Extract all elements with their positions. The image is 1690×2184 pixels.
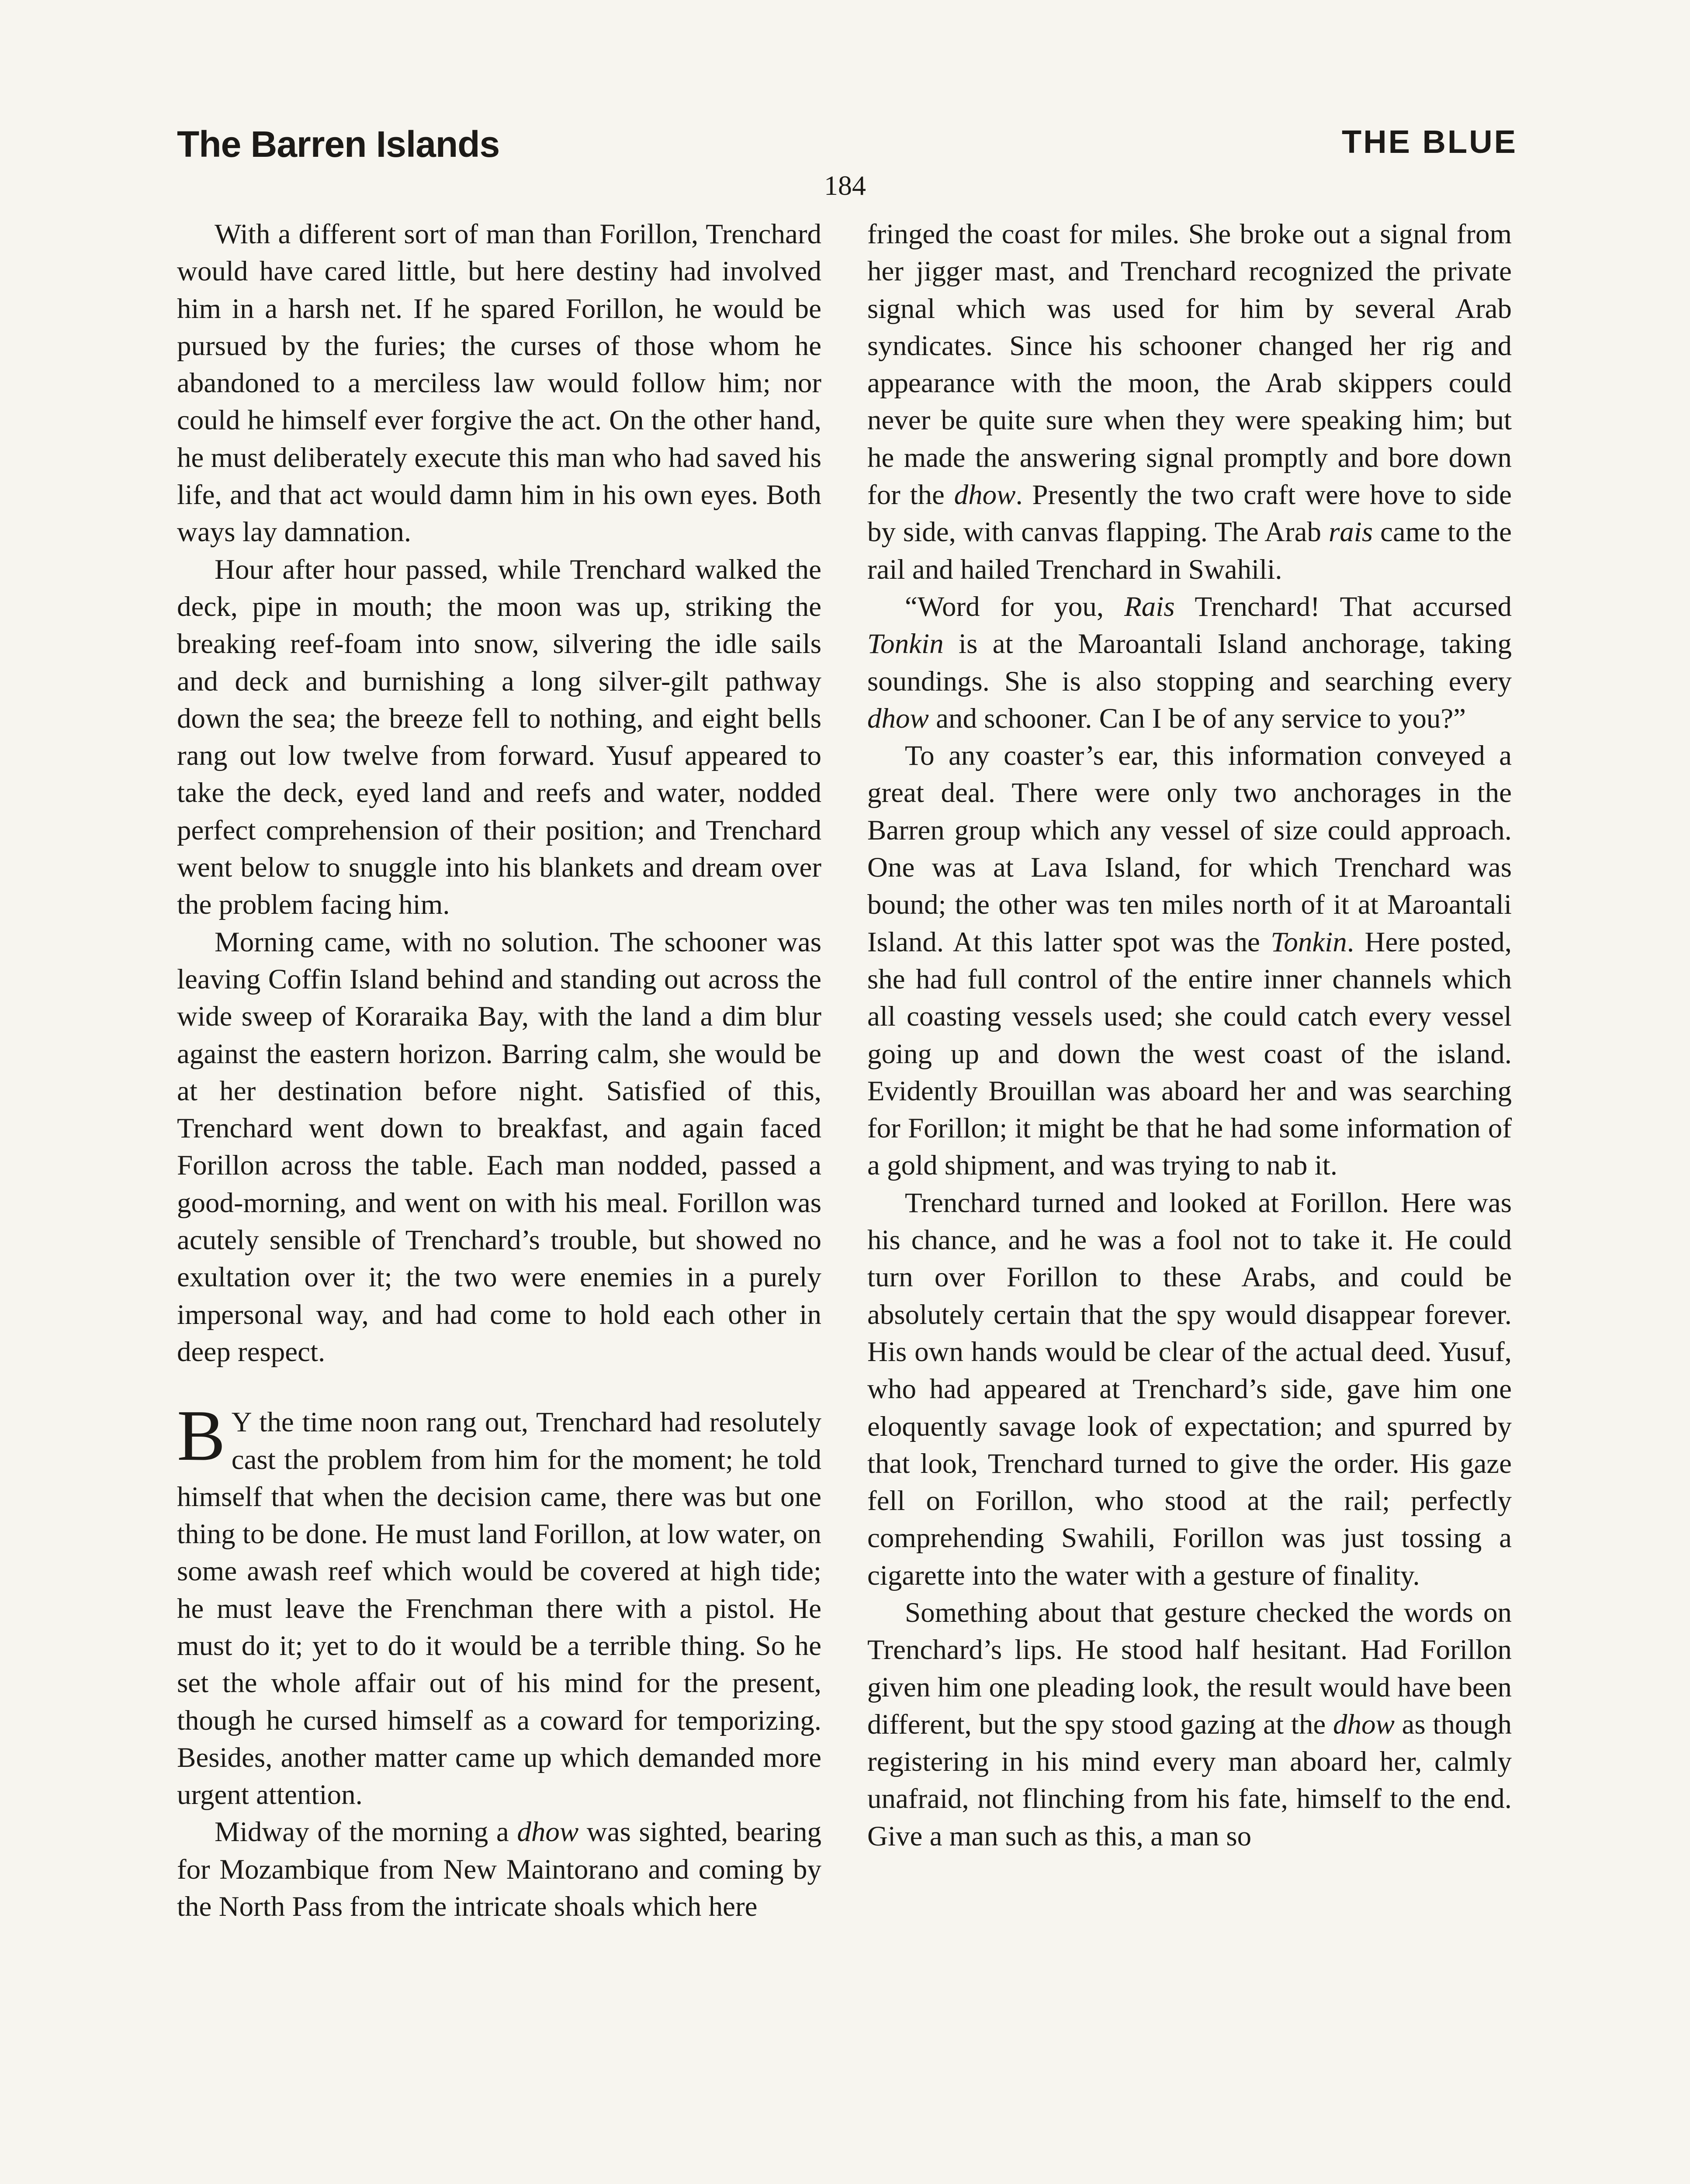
italic-word: Tonkin [1271,926,1347,958]
text-run: To any coaster’s ear, this information conveyed a great deal. There were only two anchorages in the Barren group which any vessel of size could approach. One was at Lava Island, for which Trenchard was bound; the other was ten miles north of it at Maroantali Island. At this latter spot was the [867,740,1512,958]
page-number: 184 [824,170,866,201]
italic-word: Rais [1124,591,1175,622]
text-run: Trenchard! That accursed [1174,591,1512,622]
italic-word: Tonkin [867,628,944,660]
text-run: came to the rail and hailed Trenchard in Swahili. [867,516,1512,585]
text-run: as though registering in his mind every man aboard her, calmly unafraid, not flinching from his fate, himself to the end. Give a man such as this, a man so [867,1708,1512,1852]
text-run: Midway of the morning a [215,1816,517,1848]
italic-word: rais [1328,516,1373,548]
paragraph: Hour after hour passed, while Trenchard walked the deck, pipe in mouth; the moon was up, striking the breaking reef-foam into snow, silvering the idle sails and deck and burnishing a long silver-gilt pathway down the sea; the breeze fell to nothing, and eight bells rang out low twelve from forward. Yusuf appeared to take the deck, eyed land and reefs and water, nodded perfect comprehension of their position; and Trenchard went below to snuggle into his blankets and dream over the problem facing him. [177,553,821,921]
italic-word: dhow [517,1816,579,1848]
italic-word: dhow [867,702,929,734]
text-run: “Word for you, [905,591,1125,622]
story-title: The Barren Islands [177,124,500,165]
paragraph-dropcap [177,1395,821,1814]
text-run: Something about that gesture checked the words on Trenchard’s lips. He stood half hesitant. Had Forillon given him one pleading look, the result would have been different, but the spy stood gazing at the [867,1597,1512,1740]
text-run: is at the Maroantali Island anchorage, taking soundings. She is also stopping and searching every [867,628,1512,697]
text-run: . Presently the two craft were hove to side by side, with canvas flapping. The Arab [867,479,1512,548]
paragraph [867,588,1512,737]
paragraph-continued [867,216,1512,588]
italic-word: dhow [1333,1708,1395,1740]
italic-word: dhow [954,479,1016,511]
drop-cap-letter: B [177,1395,225,1476]
paragraph: Trenchard turned and looked at Forillon. Here was his chance, and he was a fool not to take it. He could turn over Forillon to these Arabs, and could be absolutely certain that the spy would disappear forever. His own hands would be clear of the actual deed. Yusuf, who had appeared at Trenchard’s side, gave him one eloquently savage look of expectation; and spurred by that look, Trenchard turned to give the order. His gaze fell on Forillon, who stood at the rail; perfectly comprehending Swahili, Forillon was just tossing a cigarette into the water with a gesture of finality. [867,1187,1512,1591]
text-run: fringed the coast for miles. She broke out a signal from her jigger mast, and Trenchard recognized the private signal which was used for him by several Arab syndicates. Since his schooner changed her rig and appearance with the moon, the Arab skippers could never be quite sure when they were speaking him; but he made the answering signal promptly and bore down for the [867,218,1512,511]
paragraph [177,1814,821,1925]
paragraph [867,1594,1512,1855]
right-column [867,216,1512,2184]
paragraph: With a different sort of man than Forillon, Trenchard would have cared little, but here destiny had involved him in a harsh net. If he spared Forillon, he would be pursued by the furies; the curses of those whom he abandoned to a merciless law would follow him; nor could he himself ever forgive the act. On the other hand, he must deliberately execute this man who had saved his life, and that act would damn him in his own eyes. Both ways lay damnation. [177,218,821,548]
text-run: . Here posted, she had full control of the entire inner channels which all coasting vessels used; she could catch every vessel going up and down the west coast of the island. Evidently Brouillan was aboard her and was searching for Forillon; it might be that he had some information of a gold shipment, and was trying to nab it. [867,926,1512,1182]
paragraph-text: Y the time noon rang out, Trenchard had resolutely cast the problem from him for the moment; he told himself that when the decision came, there was but one thing to be done. He must land Forillon, at low water, on some awash reef which would be covered at high tide; he must leave the Frenchman there with a pistol. He must do it; yet to do it would be a terrible thing. So he set the whole affair out of his mind for the present, though he cursed himself as a coward for temporizing. Besides, another matter came up which demanded more urgent attention. [177,1406,821,1811]
text-run: was sighted, bearing for Mozambique from New Maintorano and coming by the North Pass from the intricate shoals which here [177,1816,821,1923]
paragraph: Morning came, with no solution. The schooner was leaving Coffin Island behind and standing out across the wide sweep of Koraraika Bay, with the land a dim blur against the eastern horizon. Barring calm, she would be at her destination before night. Satisfied of this, Trenchard went down to breakfast, and again faced Forillon across the table. Each man nodded, passed a good-morning, and went on with his meal. Forillon was acutely sensible of Trenchard’s trouble, but showed no exultation over it; the two were enemies in a purely impersonal way, and had come to hold each other in deep respect. [177,926,821,1368]
left-column [177,216,821,2184]
magazine-running-head: THE BLUE [1342,124,1517,160]
text-run: and schooner. Can I be of any service to you?” [928,702,1466,734]
paragraph [867,737,1512,1185]
